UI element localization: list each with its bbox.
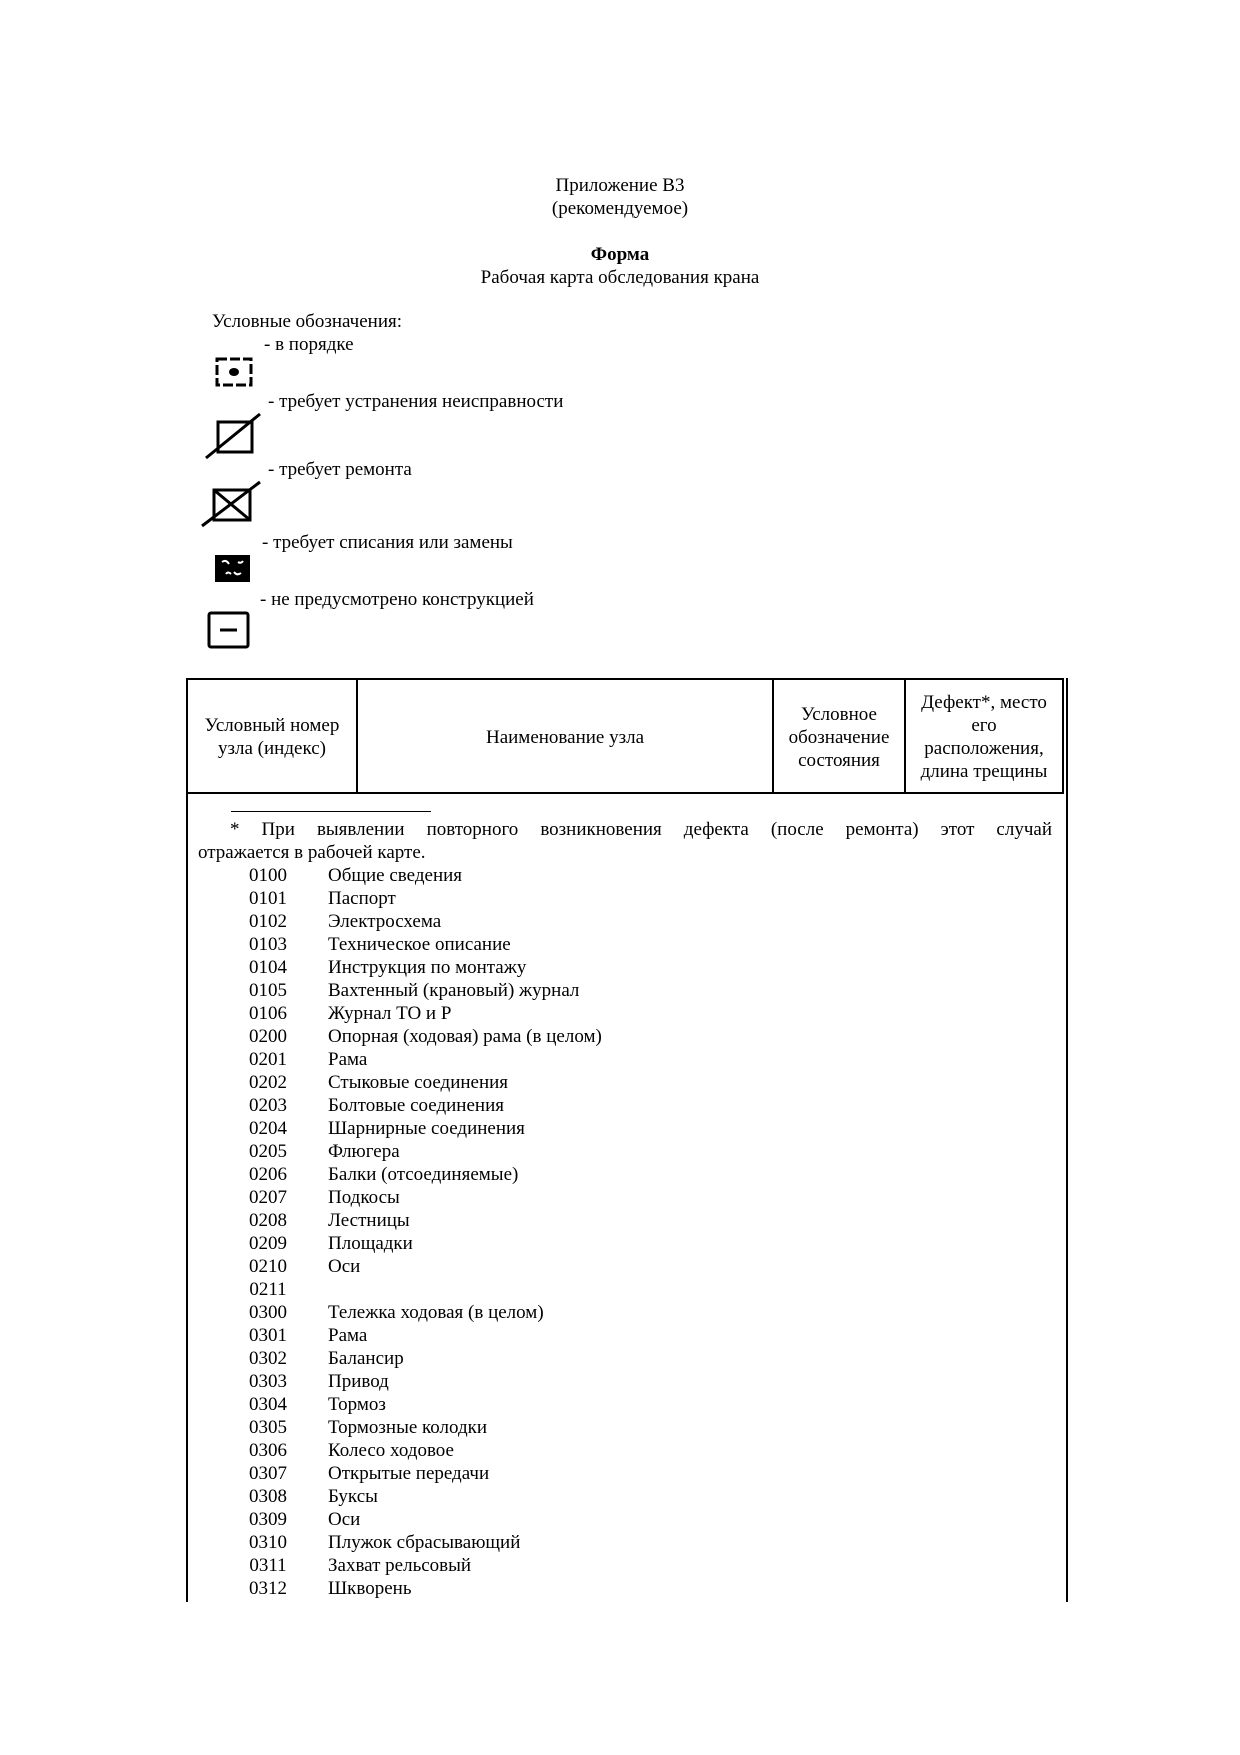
table-row <box>223 1554 1023 1577</box>
table-row <box>223 1301 1023 1324</box>
table-row <box>223 933 1023 956</box>
node-name: Балансир <box>328 1348 404 1369</box>
node-name: Лестницы <box>328 1210 410 1231</box>
table-row <box>223 1462 1023 1485</box>
node-name: Вахтенный (крановый) журнал <box>328 980 580 1001</box>
form-title: Рабочая карта обследования крана <box>480 267 760 288</box>
node-name: Оси <box>328 1256 361 1277</box>
node-code: 0301 <box>249 1325 287 1346</box>
node-name: Площадки <box>328 1233 413 1254</box>
node-code: 0207 <box>249 1187 287 1208</box>
table-row <box>223 1094 1023 1117</box>
node-code: 0309 <box>249 1509 287 1530</box>
node-code: 0106 <box>249 1003 287 1024</box>
table-row <box>223 979 1023 1002</box>
node-code: 0302 <box>249 1348 287 1369</box>
legend-label-ok: - в порядке <box>264 334 354 355</box>
node-name: Захват рельсовый <box>328 1555 472 1576</box>
node-name: Стыковые соединения <box>328 1072 509 1093</box>
node-name: Колесо ходовое <box>328 1440 454 1461</box>
header-defect: Дефект*, место его расположения, длина трещины <box>920 692 1048 782</box>
node-code: 0303 <box>249 1371 287 1392</box>
node-name: Балки (отсоединяемые) <box>328 1164 519 1185</box>
node-name: Тормозные колодки <box>328 1417 488 1438</box>
header-index: Условный номер узла (индекс) <box>188 680 358 794</box>
legend-label-repair: - требует ремонта <box>268 459 412 480</box>
node-code: 0312 <box>249 1578 287 1599</box>
node-code: 0105 <box>249 980 287 1001</box>
table-row <box>223 1416 1023 1439</box>
node-name: Инструкция по монтажу <box>328 957 527 978</box>
table-row <box>223 1255 1023 1278</box>
node-code: 0211 <box>249 1279 287 1300</box>
node-code: 0310 <box>249 1532 287 1553</box>
node-code: 0102 <box>249 911 287 932</box>
node-name: Привод <box>328 1371 389 1392</box>
node-code: 0306 <box>249 1440 287 1461</box>
table-row <box>223 1163 1023 1186</box>
table-row <box>223 1577 1023 1600</box>
table-row <box>223 1025 1023 1048</box>
node-code: 0205 <box>249 1141 287 1162</box>
node-code: 0209 <box>249 1233 287 1254</box>
node-name: Рама <box>328 1325 368 1346</box>
table-row <box>223 1140 1023 1163</box>
filled-box-icon <box>214 554 252 584</box>
table-row <box>223 864 1023 887</box>
node-name: Тележка ходовая (в целом) <box>328 1302 544 1323</box>
table-row <box>223 910 1023 933</box>
node-name: Болтовые соединения <box>328 1095 504 1116</box>
table-row <box>223 1439 1023 1462</box>
node-name: Электросхема <box>328 911 442 932</box>
node-code: 0305 <box>249 1417 287 1438</box>
table-row <box>223 1485 1023 1508</box>
table-row <box>223 1370 1023 1393</box>
node-code: 0208 <box>249 1210 287 1231</box>
table-row <box>223 1048 1023 1071</box>
node-name: Общие сведения <box>328 865 463 886</box>
table-row <box>223 1278 1023 1301</box>
table-row <box>223 1117 1023 1140</box>
node-name: Шкворень <box>328 1578 412 1599</box>
node-code: 0311 <box>249 1555 287 1576</box>
node-name: Флюгера <box>328 1141 400 1162</box>
crossed-box-icon <box>200 480 262 528</box>
node-name: Журнал ТО и Р <box>328 1003 452 1024</box>
table-row <box>223 1186 1023 1209</box>
footnote-line-1: * При выявлении повторного возникновения дефекта (после ремонта) этот случай <box>230 819 1052 840</box>
header-name: Наименование узла <box>358 680 774 794</box>
table-row <box>223 956 1023 979</box>
table-row <box>223 887 1023 910</box>
node-name: Плужок сбрасывающий <box>328 1532 521 1553</box>
node-code: 0204 <box>249 1118 287 1139</box>
table-row <box>223 1393 1023 1416</box>
node-code: 0202 <box>249 1072 287 1093</box>
node-code: 0308 <box>249 1486 287 1507</box>
node-name: Открытые передачи <box>328 1463 490 1484</box>
node-name: Техническое описание <box>328 934 511 955</box>
node-name: Тормоз <box>328 1394 386 1415</box>
node-code: 0210 <box>249 1256 287 1277</box>
node-code: 0203 <box>249 1095 287 1116</box>
node-code: 0206 <box>249 1164 287 1185</box>
legend-title: Условные обозначения: <box>212 311 403 332</box>
table-row <box>223 1324 1023 1347</box>
node-name: Опорная (ходовая) рама (в целом) <box>328 1026 602 1047</box>
node-name: Оси <box>328 1509 361 1530</box>
appendix-note: (рекомендуемое) <box>551 198 689 219</box>
node-code: 0304 <box>249 1394 287 1415</box>
node-code: 0200 <box>249 1026 287 1047</box>
legend-label-fault: - требует устранения неисправности <box>268 391 564 412</box>
node-name: Паспорт <box>328 888 396 909</box>
node-code: 0100 <box>249 865 287 886</box>
node-code: 0103 <box>249 934 287 955</box>
footnote <box>198 818 1052 864</box>
dot-in-box-icon <box>214 356 256 388</box>
node-code: 0201 <box>249 1049 287 1070</box>
table-row <box>223 1071 1023 1094</box>
node-name: Шарнирные соединения <box>328 1118 525 1139</box>
table-row <box>223 1531 1023 1554</box>
table-row <box>223 1002 1023 1025</box>
node-code: 0104 <box>249 957 287 978</box>
table-row <box>223 1209 1023 1232</box>
table-row <box>223 1347 1023 1370</box>
node-code: 0300 <box>249 1302 287 1323</box>
appendix-title: Приложение В3 <box>555 175 685 196</box>
node-code: 0101 <box>249 888 287 909</box>
legend-label-not-provided: - не предусмотрено конструкцией <box>260 589 534 610</box>
node-code: 0307 <box>249 1463 287 1484</box>
dash-in-box-icon <box>206 610 252 650</box>
table-row <box>223 1508 1023 1531</box>
table-header <box>186 678 1064 794</box>
header-status: Условное обозначение состояния <box>774 680 906 794</box>
table-row <box>223 1232 1023 1255</box>
legend-label-replace: - требует списания или замены <box>262 532 513 553</box>
form-label: Форма <box>590 244 650 265</box>
footnote-line-2: отражается в рабочей карте. <box>198 842 426 863</box>
node-name: Подкосы <box>328 1187 400 1208</box>
node-name: Рама <box>328 1049 368 1070</box>
footnote-rule <box>231 811 431 812</box>
node-name: Буксы <box>328 1486 378 1507</box>
slashed-box-icon <box>204 412 262 460</box>
